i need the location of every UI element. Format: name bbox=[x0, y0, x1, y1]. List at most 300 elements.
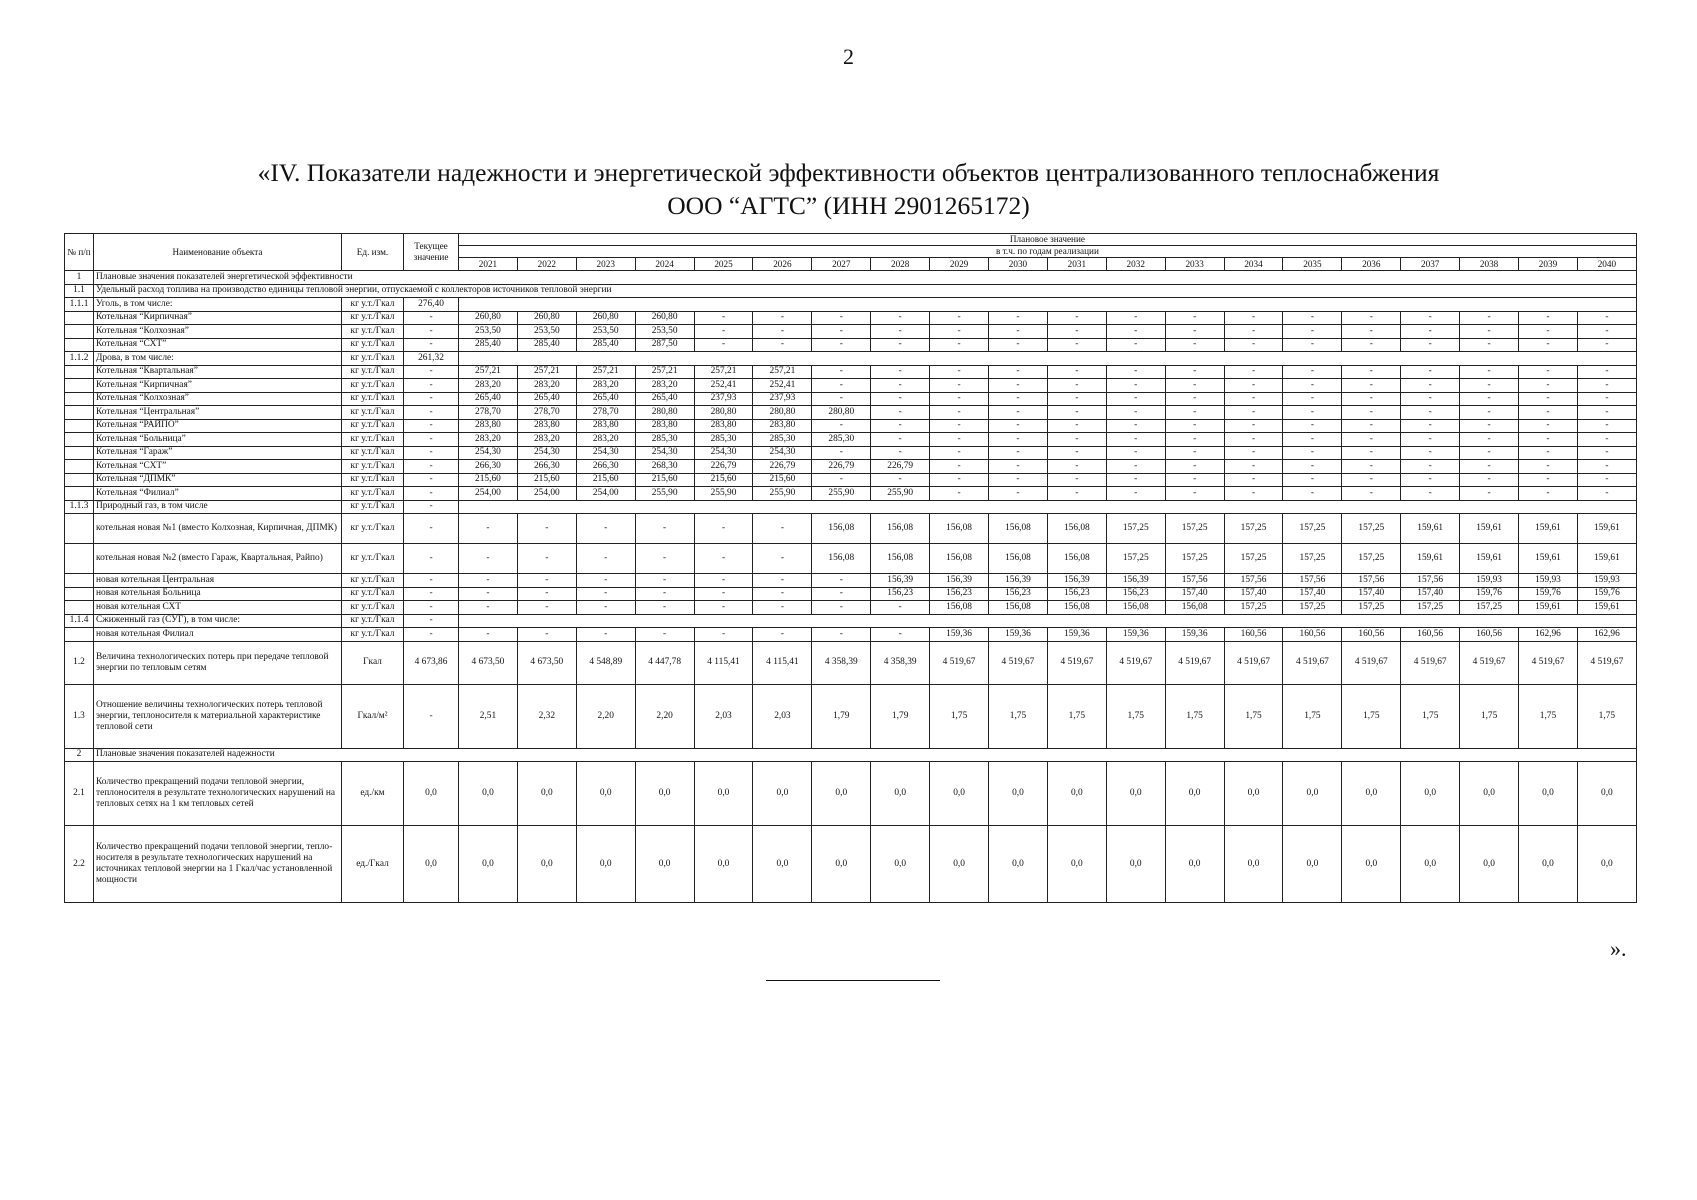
year-value: - bbox=[635, 544, 694, 574]
year-value: - bbox=[1283, 419, 1342, 433]
year-value: - bbox=[1047, 446, 1106, 460]
table-row bbox=[65, 419, 1637, 433]
row-name: Природный газ, в том числе bbox=[94, 500, 342, 514]
year-value: - bbox=[1106, 473, 1165, 487]
title-line-1: «IV. Показатели надежности и энергетической эффективности объектов централизованного теплоснабжения bbox=[257, 158, 1440, 187]
year-value: 252,41 bbox=[694, 379, 753, 393]
year-value: - bbox=[635, 574, 694, 588]
year-value: 260,80 bbox=[517, 311, 576, 325]
year-value: - bbox=[930, 392, 989, 406]
year-value: 257,21 bbox=[635, 365, 694, 379]
year-value: 0,0 bbox=[576, 762, 635, 826]
year-value: 156,08 bbox=[930, 514, 989, 544]
year-value: 1,75 bbox=[1342, 684, 1401, 748]
year-value: 4 519,67 bbox=[1283, 641, 1342, 684]
year-value: - bbox=[812, 628, 871, 642]
year-value: - bbox=[576, 628, 635, 642]
year-value: 157,25 bbox=[1342, 601, 1401, 615]
year-value: 0,0 bbox=[930, 826, 989, 903]
year-value: 283,20 bbox=[576, 433, 635, 447]
year-value: - bbox=[753, 325, 812, 339]
year-value: 278,70 bbox=[517, 406, 576, 420]
header-year: 2033 bbox=[1165, 258, 1224, 271]
year-value: - bbox=[1342, 460, 1401, 474]
header-year: 2028 bbox=[871, 258, 930, 271]
table-row bbox=[65, 514, 1637, 544]
year-value: 285,40 bbox=[517, 338, 576, 352]
year-value: 283,80 bbox=[517, 419, 576, 433]
year-value: - bbox=[1224, 311, 1283, 325]
year-value: 4 519,67 bbox=[989, 641, 1048, 684]
year-value: 0,0 bbox=[694, 762, 753, 826]
year-value: - bbox=[1224, 325, 1283, 339]
year-value: - bbox=[576, 601, 635, 615]
year-value: 287,50 bbox=[635, 338, 694, 352]
year-value: 4 519,67 bbox=[1047, 641, 1106, 684]
year-value: 280,80 bbox=[753, 406, 812, 420]
year-value: - bbox=[1460, 419, 1519, 433]
row-num bbox=[65, 587, 94, 601]
year-value: 2,20 bbox=[635, 684, 694, 748]
section-title: Плановые значения показателей энергетической эффективности bbox=[94, 271, 1637, 285]
year-value: 254,00 bbox=[576, 487, 635, 501]
year-value: 156,08 bbox=[989, 544, 1048, 574]
year-value: 215,60 bbox=[753, 473, 812, 487]
table-row bbox=[65, 311, 1637, 325]
year-value: - bbox=[1165, 446, 1224, 460]
year-value: - bbox=[694, 514, 753, 544]
table-row bbox=[65, 587, 1637, 601]
year-value: - bbox=[930, 338, 989, 352]
row-name: новая котельная Филиал bbox=[94, 628, 342, 642]
row-name: котельная новая №2 (вместо Гараж, Квартальная, Райпо) bbox=[94, 544, 342, 574]
year-value: - bbox=[1401, 311, 1460, 325]
year-value: - bbox=[1047, 473, 1106, 487]
year-value: 160,56 bbox=[1283, 628, 1342, 642]
year-value: - bbox=[1047, 433, 1106, 447]
row-num: 2 bbox=[65, 748, 94, 762]
row-unit: кг у.т./Гкал bbox=[342, 614, 404, 628]
row-num: 1.1.2 bbox=[65, 352, 94, 366]
year-value: 157,25 bbox=[1165, 544, 1224, 574]
year-value: 265,40 bbox=[635, 392, 694, 406]
year-value: 157,25 bbox=[1224, 601, 1283, 615]
year-value: - bbox=[1283, 379, 1342, 393]
row-name: Котельная “СХТ” bbox=[94, 338, 342, 352]
year-value: - bbox=[517, 514, 576, 544]
row-num bbox=[65, 433, 94, 447]
year-value: 156,08 bbox=[1047, 601, 1106, 615]
year-value: - bbox=[871, 419, 930, 433]
year-value: 280,80 bbox=[694, 406, 753, 420]
year-value: 162,96 bbox=[1519, 628, 1578, 642]
year-value: - bbox=[517, 574, 576, 588]
row-current-value: - bbox=[404, 406, 459, 420]
year-value: 159,36 bbox=[1047, 628, 1106, 642]
header-year: 2023 bbox=[576, 258, 635, 271]
year-value: - bbox=[1047, 311, 1106, 325]
year-value: - bbox=[1047, 487, 1106, 501]
year-value: - bbox=[1342, 311, 1401, 325]
year-value: - bbox=[1401, 406, 1460, 420]
header-year: 2036 bbox=[1342, 258, 1401, 271]
year-value: 4 519,67 bbox=[1401, 641, 1460, 684]
year-value: - bbox=[871, 446, 930, 460]
year-value: 265,40 bbox=[459, 392, 518, 406]
year-value: 283,20 bbox=[576, 379, 635, 393]
year-value: - bbox=[1283, 325, 1342, 339]
year-value: 0,0 bbox=[1224, 762, 1283, 826]
year-value: 156,23 bbox=[1047, 587, 1106, 601]
year-value: 156,08 bbox=[1165, 601, 1224, 615]
year-value: 159,36 bbox=[1106, 628, 1165, 642]
year-value: - bbox=[576, 587, 635, 601]
row-unit: Гкал bbox=[342, 641, 404, 684]
year-value: - bbox=[1401, 338, 1460, 352]
row-unit: кг у.т./Гкал bbox=[342, 311, 404, 325]
group-row bbox=[65, 352, 1637, 366]
year-value: 255,90 bbox=[635, 487, 694, 501]
year-value: 254,30 bbox=[459, 446, 518, 460]
row-num: 1.1.3 bbox=[65, 500, 94, 514]
year-value: 157,25 bbox=[1283, 514, 1342, 544]
year-value: - bbox=[1165, 473, 1224, 487]
year-value: - bbox=[871, 325, 930, 339]
year-value: 157,25 bbox=[1283, 544, 1342, 574]
year-value: - bbox=[871, 379, 930, 393]
year-value: - bbox=[1460, 338, 1519, 352]
year-value: 253,50 bbox=[459, 325, 518, 339]
year-value: - bbox=[812, 587, 871, 601]
year-value: 4 548,89 bbox=[576, 641, 635, 684]
section-row bbox=[65, 271, 1637, 285]
header-year: 2035 bbox=[1283, 258, 1342, 271]
year-value: 156,08 bbox=[1047, 514, 1106, 544]
year-value: 0,0 bbox=[1047, 826, 1106, 903]
year-value: 215,60 bbox=[459, 473, 518, 487]
row-name: Котельная “Центральная” bbox=[94, 406, 342, 420]
year-value: 156,39 bbox=[1106, 574, 1165, 588]
row-current-value: - bbox=[404, 365, 459, 379]
year-value: 283,80 bbox=[635, 419, 694, 433]
year-value: - bbox=[576, 514, 635, 544]
year-value: 2,20 bbox=[576, 684, 635, 748]
year-value: - bbox=[930, 379, 989, 393]
year-value: - bbox=[1342, 419, 1401, 433]
year-value: 283,20 bbox=[459, 379, 518, 393]
header-current: Текущее значение bbox=[404, 234, 459, 271]
year-value: 278,70 bbox=[576, 406, 635, 420]
row-unit: кг у.т./Гкал bbox=[342, 487, 404, 501]
year-value: - bbox=[989, 460, 1048, 474]
year-value: - bbox=[1577, 379, 1636, 393]
header-year: 2034 bbox=[1224, 258, 1283, 271]
row-name: Котельная “Гараж” bbox=[94, 446, 342, 460]
table-row bbox=[65, 379, 1637, 393]
row-name: Величина технологических потерь при передаче тепловой энергии по тепловым сетям bbox=[94, 641, 342, 684]
row-unit: кг у.т./Гкал bbox=[342, 392, 404, 406]
year-value: 0,0 bbox=[1165, 762, 1224, 826]
year-value: - bbox=[1224, 460, 1283, 474]
row-name: Количество прекращений подачи тепловой энергии, тепло- носителя в результате технологических нарушений на источниках тепловой энергии на 1 Гкал/час установленной мощности bbox=[94, 826, 342, 903]
row-num bbox=[65, 574, 94, 588]
year-value: - bbox=[1342, 473, 1401, 487]
table-header bbox=[65, 234, 1637, 271]
year-value: 0,0 bbox=[1283, 826, 1342, 903]
row-num bbox=[65, 338, 94, 352]
year-value: - bbox=[1165, 365, 1224, 379]
row-empty-span bbox=[459, 352, 1637, 366]
year-value: 283,20 bbox=[517, 433, 576, 447]
year-value: 157,25 bbox=[1106, 544, 1165, 574]
year-value: - bbox=[635, 587, 694, 601]
year-value: - bbox=[1224, 392, 1283, 406]
indicators-table bbox=[64, 233, 1637, 903]
year-value: - bbox=[1460, 379, 1519, 393]
year-value: - bbox=[1460, 311, 1519, 325]
year-value: - bbox=[1165, 311, 1224, 325]
year-value: - bbox=[1577, 460, 1636, 474]
year-value: - bbox=[812, 574, 871, 588]
year-value: - bbox=[812, 365, 871, 379]
row-name: Котельная “Больница” bbox=[94, 433, 342, 447]
table-row bbox=[65, 392, 1637, 406]
row-name: Котельная “Филиал” bbox=[94, 487, 342, 501]
year-value: - bbox=[871, 392, 930, 406]
year-value: - bbox=[1519, 446, 1578, 460]
year-value: 159,61 bbox=[1401, 544, 1460, 574]
year-value: - bbox=[1106, 419, 1165, 433]
row-num bbox=[65, 419, 94, 433]
year-value: 4 519,67 bbox=[1165, 641, 1224, 684]
year-value: - bbox=[871, 628, 930, 642]
year-value: - bbox=[1342, 433, 1401, 447]
year-value: 255,90 bbox=[753, 487, 812, 501]
year-value: 283,80 bbox=[576, 419, 635, 433]
year-value: - bbox=[517, 628, 576, 642]
year-value: 0,0 bbox=[753, 762, 812, 826]
header-year: 2022 bbox=[517, 258, 576, 271]
section-row bbox=[65, 748, 1637, 762]
year-value: - bbox=[1106, 460, 1165, 474]
row-num: 1.1.4 bbox=[65, 614, 94, 628]
year-value: 1,75 bbox=[1047, 684, 1106, 748]
year-value: 159,36 bbox=[930, 628, 989, 642]
year-value: - bbox=[930, 325, 989, 339]
year-value: 0,0 bbox=[1519, 762, 1578, 826]
year-value: 226,79 bbox=[753, 460, 812, 474]
year-value: 0,0 bbox=[1165, 826, 1224, 903]
year-value: 0,0 bbox=[989, 826, 1048, 903]
row-current-value: - bbox=[404, 544, 459, 574]
row-name: новая котельная Больница bbox=[94, 587, 342, 601]
year-value: 156,39 bbox=[930, 574, 989, 588]
table-row bbox=[65, 460, 1637, 474]
year-value: 0,0 bbox=[1283, 762, 1342, 826]
year-value: 159,76 bbox=[1460, 587, 1519, 601]
row-num bbox=[65, 325, 94, 339]
year-value: - bbox=[989, 433, 1048, 447]
row-empty-span bbox=[459, 500, 1637, 514]
row-unit: кг у.т./Гкал bbox=[342, 587, 404, 601]
year-value: - bbox=[1106, 406, 1165, 420]
year-value: 252,41 bbox=[753, 379, 812, 393]
year-value: 157,56 bbox=[1401, 574, 1460, 588]
row-current-value: - bbox=[404, 392, 459, 406]
year-value: - bbox=[1519, 460, 1578, 474]
year-value: - bbox=[1401, 392, 1460, 406]
row-current-value: - bbox=[404, 338, 459, 352]
year-value: 156,39 bbox=[989, 574, 1048, 588]
year-value: 0,0 bbox=[812, 762, 871, 826]
year-value: 283,20 bbox=[635, 379, 694, 393]
year-value: 226,79 bbox=[871, 460, 930, 474]
year-value: - bbox=[930, 473, 989, 487]
row-name: Котельная “ДПМК” bbox=[94, 473, 342, 487]
row-name: новая котельная Центральная bbox=[94, 574, 342, 588]
year-value: - bbox=[1106, 433, 1165, 447]
section-title: Плановые значения показателей надежности bbox=[94, 748, 1637, 762]
year-value: - bbox=[1577, 325, 1636, 339]
year-value: - bbox=[930, 487, 989, 501]
year-value: 0,0 bbox=[517, 826, 576, 903]
year-value: - bbox=[753, 587, 812, 601]
year-value: 1,75 bbox=[1577, 684, 1636, 748]
year-value: - bbox=[812, 392, 871, 406]
year-value: - bbox=[1519, 392, 1578, 406]
row-current-value: - bbox=[404, 601, 459, 615]
group-row bbox=[65, 298, 1637, 312]
year-value: 156,08 bbox=[871, 544, 930, 574]
header-year: 2037 bbox=[1401, 258, 1460, 271]
year-value: 159,61 bbox=[1401, 514, 1460, 544]
year-value: 4 673,50 bbox=[459, 641, 518, 684]
row-num bbox=[65, 406, 94, 420]
year-value: - bbox=[1401, 446, 1460, 460]
year-value: - bbox=[1401, 365, 1460, 379]
year-value: 159,61 bbox=[1577, 601, 1636, 615]
row-num bbox=[65, 544, 94, 574]
year-value: - bbox=[1165, 406, 1224, 420]
year-value: - bbox=[1342, 338, 1401, 352]
table-row bbox=[65, 325, 1637, 339]
year-value: - bbox=[1224, 433, 1283, 447]
year-value: - bbox=[1519, 487, 1578, 501]
table-row bbox=[65, 544, 1637, 574]
year-value: - bbox=[989, 325, 1048, 339]
group-row bbox=[65, 614, 1637, 628]
year-value: 254,30 bbox=[576, 446, 635, 460]
row-current-value: - bbox=[404, 614, 459, 628]
year-value: - bbox=[1165, 460, 1224, 474]
year-value: 159,61 bbox=[1519, 601, 1578, 615]
year-value: - bbox=[1224, 487, 1283, 501]
year-value: - bbox=[1047, 460, 1106, 474]
row-unit: кг у.т./Гкал bbox=[342, 419, 404, 433]
year-value: 0,0 bbox=[812, 826, 871, 903]
year-value: - bbox=[1165, 419, 1224, 433]
year-value: - bbox=[1224, 406, 1283, 420]
year-value: - bbox=[871, 338, 930, 352]
row-unit: кг у.т./Гкал bbox=[342, 338, 404, 352]
year-value: - bbox=[1401, 379, 1460, 393]
row-current-value: - bbox=[404, 684, 459, 748]
year-value: 237,93 bbox=[753, 392, 812, 406]
year-value: 254,00 bbox=[517, 487, 576, 501]
year-value: 285,40 bbox=[576, 338, 635, 352]
row-unit: кг у.т./Гкал bbox=[342, 628, 404, 642]
year-value: 0,0 bbox=[459, 826, 518, 903]
year-value: - bbox=[1401, 473, 1460, 487]
year-value: 157,40 bbox=[1165, 587, 1224, 601]
row-current-value: - bbox=[404, 473, 459, 487]
year-value: 4 519,67 bbox=[930, 641, 989, 684]
year-value: 160,56 bbox=[1224, 628, 1283, 642]
year-value: 157,25 bbox=[1342, 544, 1401, 574]
year-value: - bbox=[753, 514, 812, 544]
year-value: 157,40 bbox=[1401, 587, 1460, 601]
year-value: - bbox=[1401, 419, 1460, 433]
year-value: 285,40 bbox=[459, 338, 518, 352]
row-current-value: - bbox=[404, 628, 459, 642]
year-value: - bbox=[635, 514, 694, 544]
year-value: 159,61 bbox=[1577, 544, 1636, 574]
year-value: - bbox=[1106, 365, 1165, 379]
header-num: № п/п bbox=[65, 234, 94, 271]
row-num: 1.3 bbox=[65, 684, 94, 748]
year-value: - bbox=[1342, 379, 1401, 393]
year-value: - bbox=[871, 601, 930, 615]
year-value: 1,75 bbox=[1519, 684, 1578, 748]
year-value: - bbox=[1224, 419, 1283, 433]
page-number: 2 bbox=[843, 44, 854, 69]
year-value: 215,60 bbox=[694, 473, 753, 487]
row-current-value: - bbox=[404, 487, 459, 501]
row-num bbox=[65, 365, 94, 379]
year-value: 257,21 bbox=[753, 365, 812, 379]
year-value: - bbox=[1106, 338, 1165, 352]
year-value: 260,80 bbox=[459, 311, 518, 325]
year-value: 268,30 bbox=[635, 460, 694, 474]
year-value: 0,0 bbox=[1401, 762, 1460, 826]
year-value: 257,21 bbox=[517, 365, 576, 379]
year-value: - bbox=[753, 628, 812, 642]
row-unit: кг у.т./Гкал bbox=[342, 325, 404, 339]
year-value: 156,08 bbox=[930, 544, 989, 574]
year-value: - bbox=[1224, 473, 1283, 487]
row-unit: кг у.т./Гкал bbox=[342, 446, 404, 460]
year-value: 215,60 bbox=[576, 473, 635, 487]
year-value: 156,23 bbox=[989, 587, 1048, 601]
header-year: 2021 bbox=[459, 258, 518, 271]
year-value: - bbox=[1106, 325, 1165, 339]
year-value: 159,61 bbox=[1519, 514, 1578, 544]
year-value: - bbox=[1342, 365, 1401, 379]
year-value: 255,90 bbox=[871, 487, 930, 501]
year-value: 0,0 bbox=[1342, 762, 1401, 826]
year-value: - bbox=[1283, 365, 1342, 379]
year-value: 4 519,67 bbox=[1460, 641, 1519, 684]
year-value: - bbox=[812, 419, 871, 433]
year-value: 2,51 bbox=[459, 684, 518, 748]
closing-quote: ». bbox=[1610, 936, 1627, 961]
year-value: - bbox=[1460, 365, 1519, 379]
year-value: 0,0 bbox=[576, 826, 635, 903]
year-value: - bbox=[1577, 433, 1636, 447]
row-name: новая котельная СХТ bbox=[94, 601, 342, 615]
header-planned: Плановое значение bbox=[459, 234, 1637, 246]
year-value: 160,56 bbox=[1342, 628, 1401, 642]
